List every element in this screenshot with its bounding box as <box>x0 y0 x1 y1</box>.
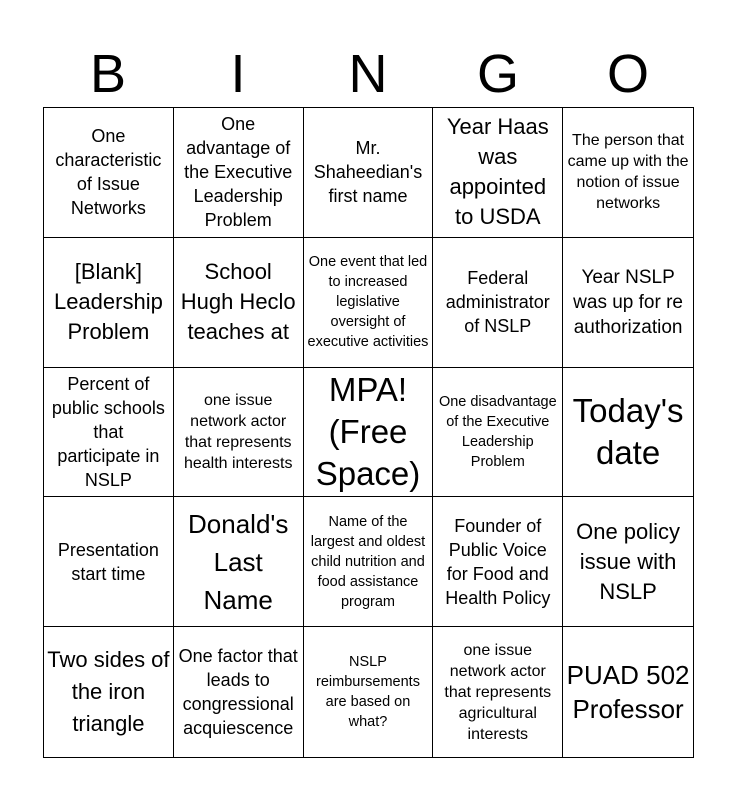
bingo-cell[interactable] <box>174 368 304 498</box>
bingo-cell[interactable] <box>44 497 174 627</box>
bingo-cell[interactable] <box>433 238 563 368</box>
cell-text: One policy issue with NSLP <box>576 518 681 604</box>
cell-text: Year Haas was appointed to USDA <box>446 114 549 230</box>
bingo-cell[interactable] <box>304 368 434 498</box>
bingo-cell[interactable] <box>433 497 563 627</box>
cell-text: Percent of public schools that participate in NSLP <box>51 373 165 490</box>
bingo-cell[interactable] <box>563 368 693 498</box>
bingo-cell[interactable] <box>44 627 174 757</box>
cell-text: Name of the largest and oldest child nutrition and food assistance program <box>310 513 426 610</box>
bingo-cell[interactable] <box>174 108 304 238</box>
bingo-cell[interactable] <box>433 627 563 757</box>
header-letter-b: B <box>89 44 127 104</box>
bingo-cell[interactable] <box>44 238 174 368</box>
bingo-cell[interactable] <box>44 368 174 498</box>
cell-text: Founder of Public Voice for Food and Health Policy <box>445 515 551 608</box>
bingo-cell[interactable] <box>304 108 434 238</box>
bingo-cell[interactable] <box>433 368 563 498</box>
bingo-cell[interactable] <box>433 108 563 238</box>
bingo-cell[interactable] <box>174 497 304 627</box>
header-letter-g: G <box>476 44 519 104</box>
cell-text: Two sides of the iron triangle <box>47 647 170 737</box>
cell-text: Federal administrator of NSLP <box>445 268 550 337</box>
cell-text: Presentation start time <box>57 539 159 584</box>
cell-text: One disadvantage of the Executive Leadership Problem <box>438 393 557 470</box>
cell-text: NSLP reimbursements are based on what? <box>316 654 420 731</box>
bingo-cell[interactable] <box>563 497 693 627</box>
cell-text: One advantage of the Executive Leadership Problem <box>184 114 293 231</box>
cell-text: The person that came up with the notion of issue networks <box>567 132 689 213</box>
bingo-cell[interactable] <box>304 627 434 757</box>
cell-text: [Blank] Leadership Problem <box>53 259 163 345</box>
cell-text: one issue network actor that represents agricultural interests <box>444 641 552 743</box>
cell-text: One factor that leads to congressional acquiescence <box>178 646 298 739</box>
bingo-cell[interactable] <box>174 627 304 757</box>
bingo-cell[interactable] <box>44 108 174 238</box>
bingo-cell[interactable] <box>174 238 304 368</box>
cell-text: Donald's Last Name <box>188 508 289 615</box>
cell-text: School Hugh Heclo teaches at <box>180 259 296 345</box>
header-letter-n: N <box>348 44 388 104</box>
bingo-cell[interactable] <box>304 497 434 627</box>
bingo-cell[interactable] <box>563 627 693 757</box>
cell-text: Today's date <box>572 391 684 471</box>
cell-text: Mr. Shaheedian's first name <box>313 138 423 207</box>
header-letter-o: O <box>606 44 649 104</box>
header-letter-i: I <box>230 44 246 104</box>
bingo-cell[interactable] <box>563 238 693 368</box>
cell-text: One characteristic of Issue Networks <box>55 126 162 219</box>
cell-text: One event that led to increased legislative oversight of executive activities <box>307 254 429 351</box>
cell-text: PUAD 502 Professor <box>566 660 690 725</box>
cell-text: Year NSLP was up for re authorization <box>573 266 683 338</box>
bingo-header <box>43 40 693 108</box>
free-space-text: MPA! (Free Space) <box>315 371 421 492</box>
bingo-card-grid <box>43 107 694 758</box>
bingo-cell[interactable] <box>304 238 434 368</box>
bingo-cell[interactable] <box>563 108 693 238</box>
cell-text: one issue network actor that represents health interests <box>183 391 293 472</box>
